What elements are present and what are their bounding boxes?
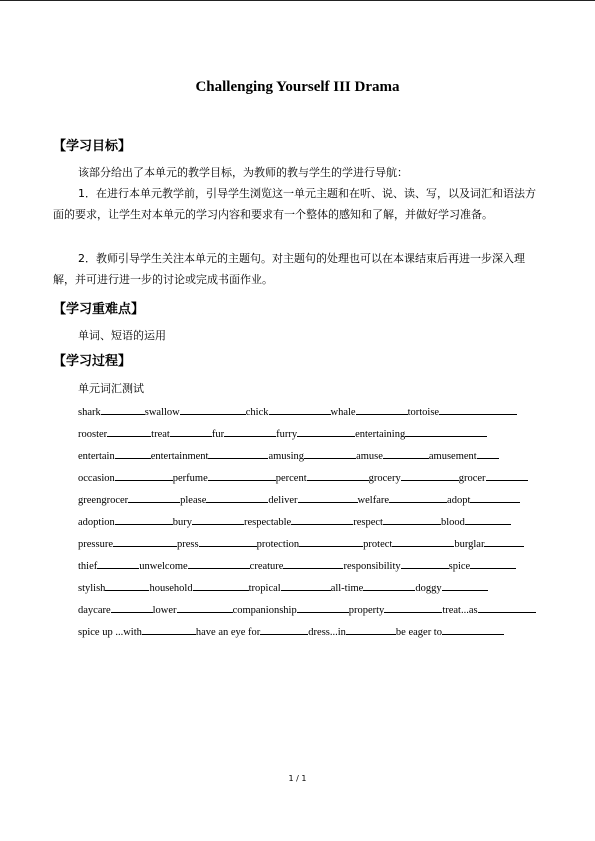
vocab-word: property [348,605,385,616]
vocab-line [78,581,488,594]
objectives-item-2: 2．教师引导学生关注本单元的主题句。对主题句的处理也可以在本课结束后再进一步深入理解，并可进行进一步的讨论或完成书面作业。 [53,252,525,286]
answer-blank[interactable] [193,581,249,591]
vocab-word: whale [330,407,356,418]
vocab-word: spice up ...with [78,627,142,638]
answer-blank[interactable] [298,493,358,503]
vocab-line [78,449,499,462]
vocab-word: entertaining [355,429,406,440]
section-heading-keypoints: 【学习重难点】 [53,302,145,317]
vocab-word: entertainment [150,451,209,462]
answer-blank[interactable] [356,405,408,415]
answer-blank[interactable] [401,559,449,569]
answer-blank[interactable] [486,471,528,481]
section-heading-process: 【学习过程】 [53,354,132,369]
answer-blank[interactable] [478,603,536,613]
answer-blank[interactable] [304,449,356,459]
vocab-word: protect [363,539,393,550]
answer-blank[interactable] [115,449,151,459]
vocab-word: amusement [428,451,477,462]
vocab-word: spice [448,561,471,572]
answer-blank[interactable] [105,581,149,591]
vocab-word: burglar [454,539,485,550]
vocab-word: amusing [268,451,305,462]
vocab-word: greengrocer [78,495,129,506]
vocab-word: doggy [415,583,442,594]
section-heading-objectives: 【学习目标】 [53,139,132,154]
vocab-word: household [149,583,193,594]
vocab-word: press [177,539,199,550]
vocab-word: lower [152,605,177,616]
answer-blank[interactable] [224,427,276,437]
answer-blank[interactable] [477,449,499,459]
answer-blank[interactable] [97,559,139,569]
answer-blank[interactable] [439,405,517,415]
answer-blank[interactable] [291,515,353,525]
answer-blank[interactable] [389,493,447,503]
vocab-word: adoption [78,517,115,528]
vocab-word: daycare [78,605,111,616]
answer-blank[interactable] [206,493,268,503]
vocab-word: companionship [232,605,297,616]
vocab-word: deliver [268,495,298,506]
answer-blank[interactable] [392,537,454,547]
vocab-line [78,405,517,418]
vocab-word: grocer [458,473,486,484]
page-number: 1 / 1 [288,774,307,783]
keypoints-content: 单词、短语的运用 [78,329,166,342]
vocab-word: please [180,495,207,506]
vocab-word: bury [172,517,192,528]
vocab-word: stylish [78,583,106,594]
vocab-line [78,603,536,616]
answer-blank[interactable] [307,471,369,481]
answer-blank[interactable] [208,471,276,481]
answer-blank[interactable] [111,603,153,613]
answer-blank[interactable] [299,537,363,547]
vocab-word: dress...in [308,627,346,638]
vocab-word: furry [276,429,298,440]
answer-blank[interactable] [260,625,308,635]
objectives-intro: 该部分给出了本单元的教学目标，为教师的教与学生的学进行导航： [78,166,408,179]
vocab-word: tropical [248,583,281,594]
vocab-word: treat [151,429,170,440]
answer-blank[interactable] [346,625,396,635]
answer-blank[interactable] [113,537,177,547]
vocab-word: be eager to [395,627,442,638]
answer-blank[interactable] [363,581,415,591]
vocab-word: creature [249,561,284,572]
vocab-word: treat...as [442,605,478,616]
answer-blank[interactable] [384,603,442,613]
vocab-word: fur [211,429,225,440]
vocab-word: respectable [244,517,292,528]
answer-blank[interactable] [269,405,331,415]
vocab-test-subtitle: 单元词汇测试 [78,382,144,395]
answer-blank[interactable] [199,537,257,547]
vocab-line [78,493,520,506]
vocab-word: shark [78,407,101,418]
vocab-word: rooster [78,429,108,440]
vocab-word: welfare [357,495,390,506]
vocab-line [78,625,504,638]
vocab-word: pressure [78,539,113,550]
vocab-word: unwelcome [139,561,188,572]
answer-blank[interactable] [383,515,441,525]
answer-blank[interactable] [180,405,246,415]
vocab-word: entertain [78,451,115,462]
answer-blank[interactable] [442,581,488,591]
answer-blank[interactable] [208,449,268,459]
vocab-word: thief [78,561,98,572]
vocab-word: adopt [447,495,471,506]
answer-blank[interactable] [142,625,196,635]
answer-blank[interactable] [170,427,212,437]
answer-blank[interactable] [297,603,349,613]
answer-blank[interactable] [115,471,173,481]
vocab-word: protection [256,539,300,550]
vocab-word: chick [245,407,269,418]
answer-blank[interactable] [405,427,487,437]
vocab-line [78,515,511,528]
vocab-line [78,537,524,550]
answer-blank[interactable] [442,625,504,635]
vocab-word: respect [353,517,383,528]
answer-blank[interactable] [470,559,516,569]
vocab-word: grocery [368,473,401,484]
vocab-word: percent [275,473,307,484]
vocab-word: all-time [330,583,364,594]
vocab-word: have an eye for [195,627,261,638]
answer-blank[interactable] [297,427,355,437]
answer-blank[interactable] [188,559,250,569]
vocab-word: tortoise [407,407,440,418]
vocab-word: perfume [172,473,208,484]
answer-blank[interactable] [401,471,459,481]
answer-blank[interactable] [470,493,520,503]
vocab-word: blood [440,517,465,528]
vocab-word: amuse [356,451,383,462]
answer-blank[interactable] [107,427,151,437]
vocab-line [78,471,528,484]
answer-blank[interactable] [115,515,173,525]
objectives-item-1: 1．在进行本单元教学前，引导学生浏览这一单元主题和在听、说、读、写，以及词汇和语法方面的要求，让学生对本单元的学习内容和要求有一个整体的感知和了解，并做好学习准备。 [53,187,536,221]
vocab-word: occasion [78,473,115,484]
answer-blank[interactable] [192,515,244,525]
document-title: Challenging Yourself III Drama [195,79,400,95]
answer-blank[interactable] [484,537,524,547]
answer-blank[interactable] [101,405,145,415]
answer-blank[interactable] [281,581,331,591]
vocab-line [78,427,487,440]
vocab-line [78,559,516,572]
vocab-word: responsibility [343,561,401,572]
answer-blank[interactable] [465,515,511,525]
answer-blank[interactable] [128,493,180,503]
answer-blank[interactable] [283,559,343,569]
vocab-word: swallow [144,407,180,418]
answer-blank[interactable] [383,449,429,459]
top-border [0,0,595,1]
answer-blank[interactable] [177,603,233,613]
